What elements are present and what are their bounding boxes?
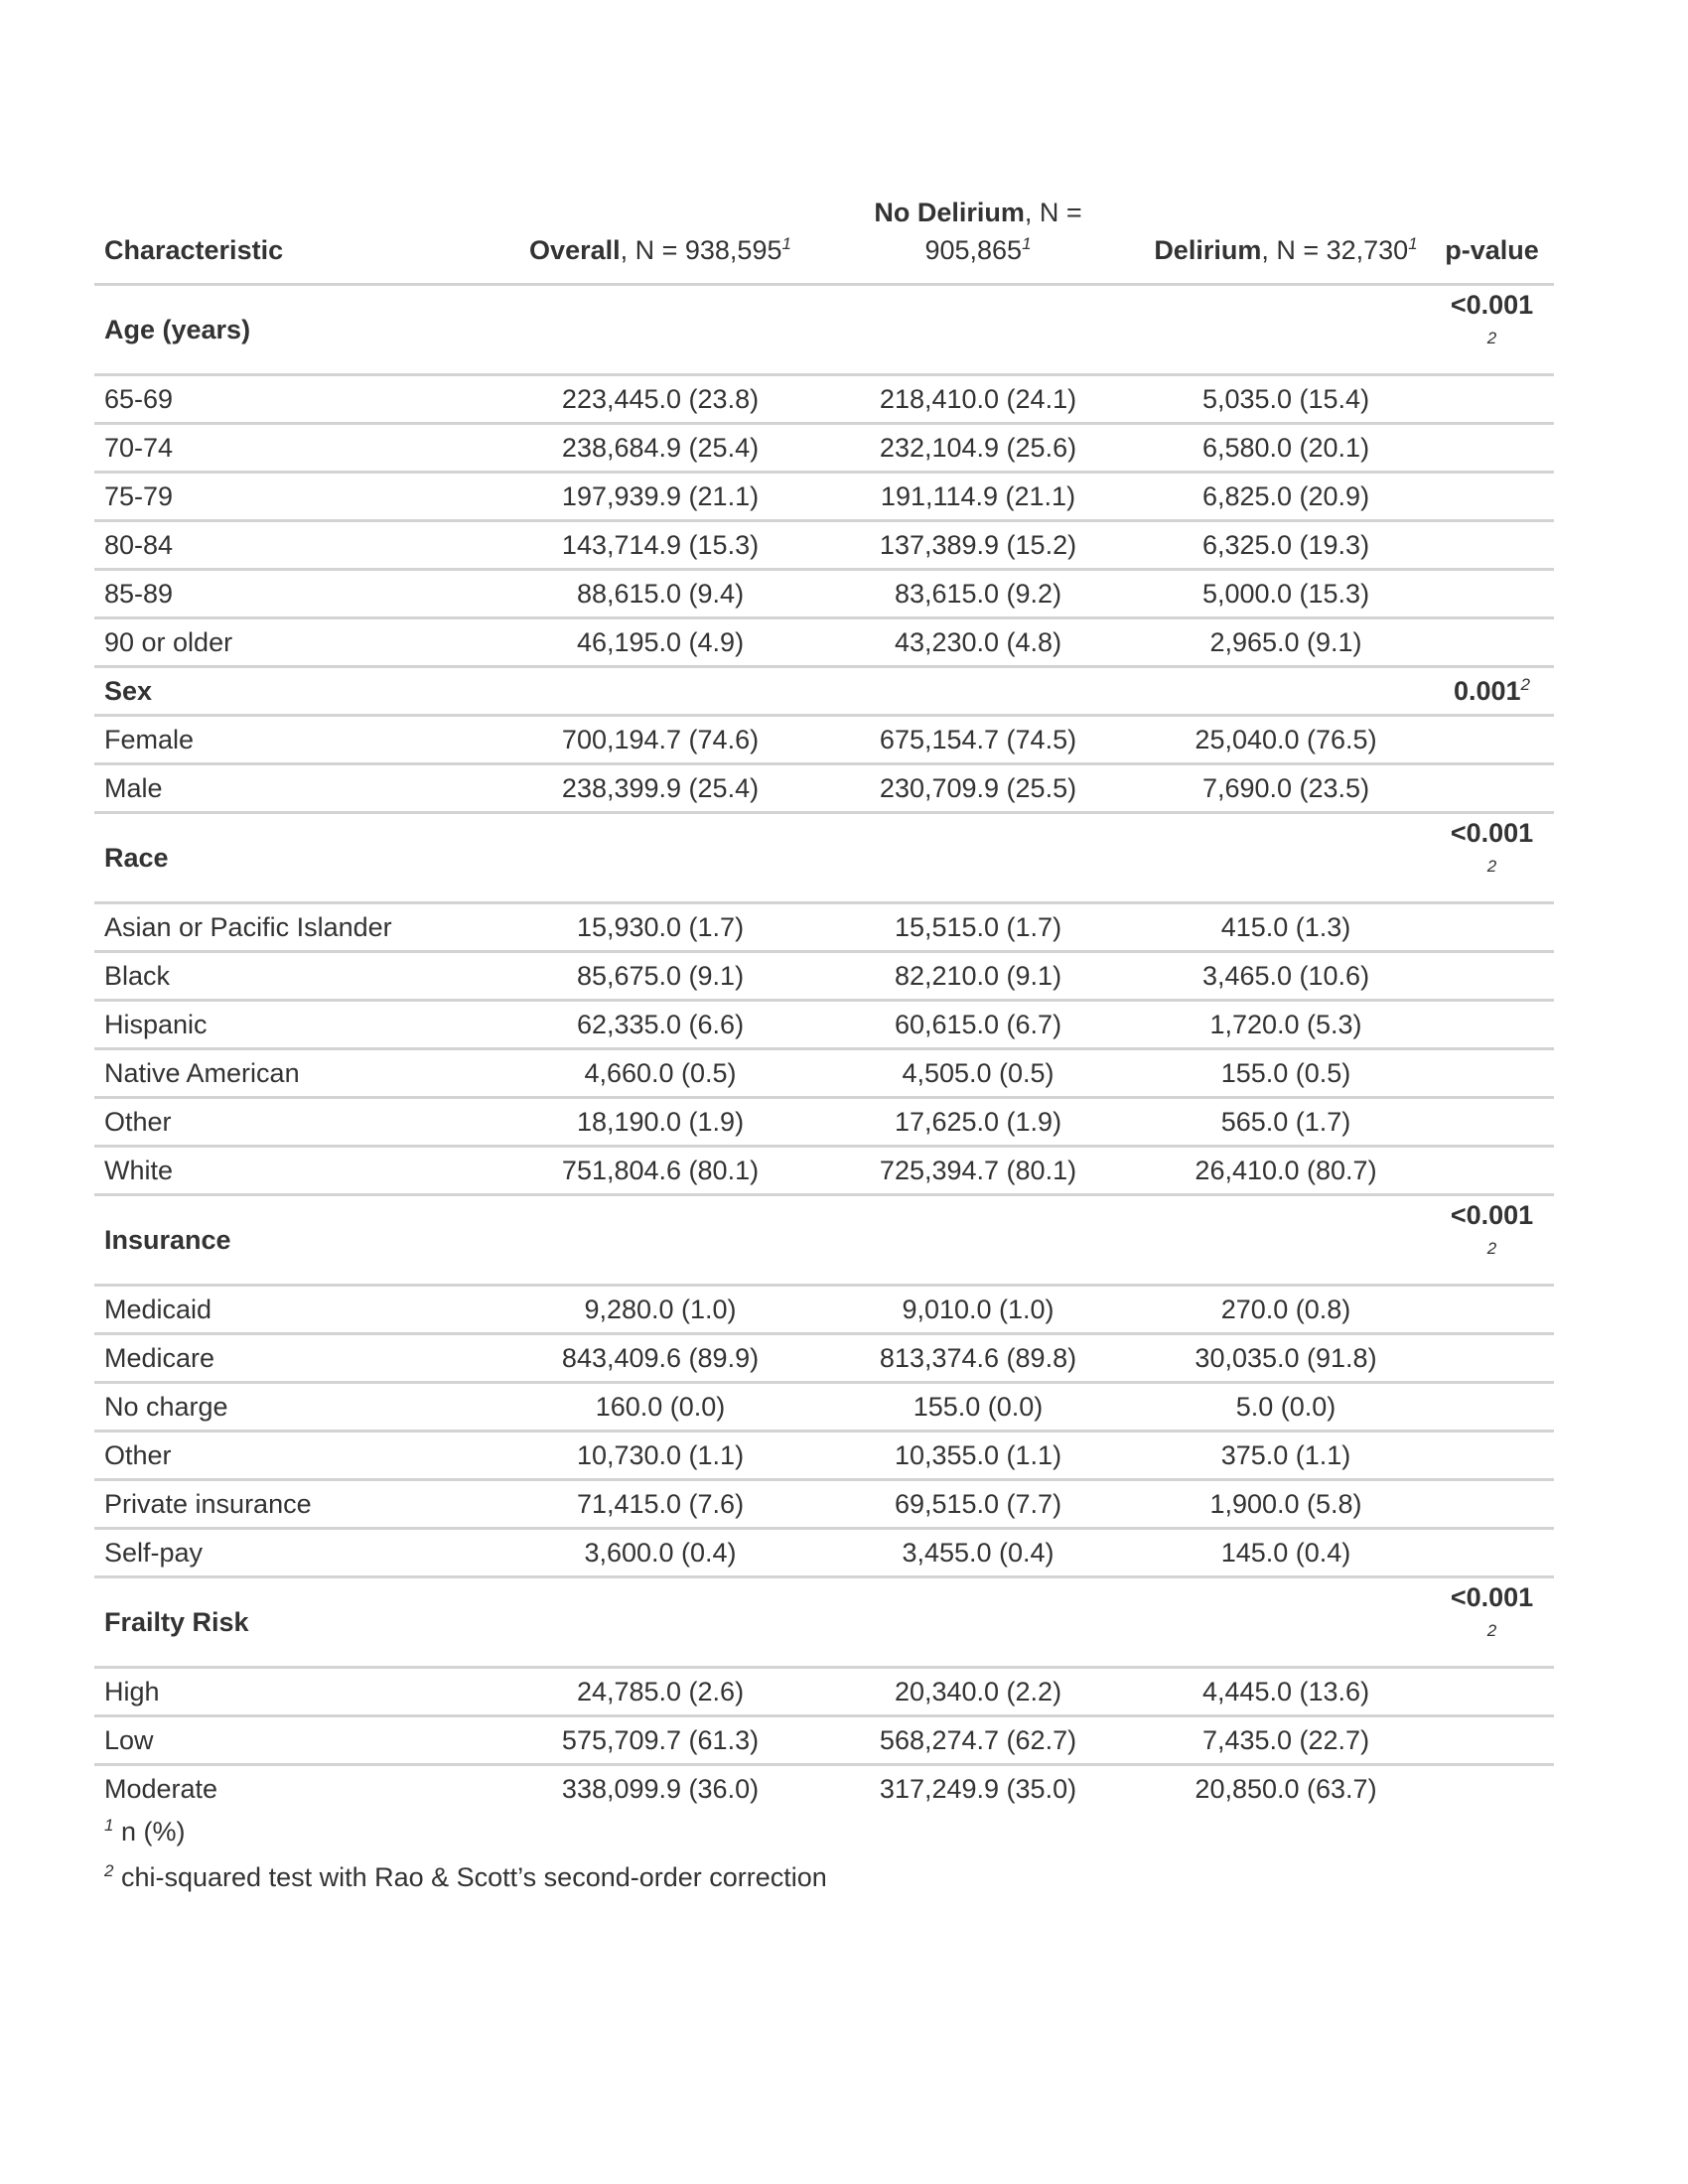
delirium-value: 7,435.0 (22.7) xyxy=(1142,1716,1430,1765)
p-value-cell xyxy=(1430,1577,1554,1668)
table-body xyxy=(94,285,1554,1813)
no-delirium-value: 82,210.0 (9.1) xyxy=(814,952,1142,1001)
empty-cell xyxy=(1430,1147,1554,1195)
delirium-value: 145.0 (0.4) xyxy=(1142,1529,1430,1577)
empty-cell xyxy=(1430,375,1554,424)
no-delirium-value: 69,515.0 (7.7) xyxy=(814,1480,1142,1529)
row-label: 70-74 xyxy=(94,424,506,473)
table-row xyxy=(94,1049,1554,1098)
row-label: Low xyxy=(94,1716,506,1765)
delirium-value: 270.0 (0.8) xyxy=(1142,1286,1430,1334)
empty-cell xyxy=(814,285,1142,375)
table-row xyxy=(94,1001,1554,1049)
empty-cell xyxy=(506,813,814,903)
delirium-value: 4,445.0 (13.6) xyxy=(1142,1668,1430,1716)
table-row xyxy=(94,903,1554,952)
row-label: Female xyxy=(94,716,506,764)
delirium-value: 20,850.0 (63.7) xyxy=(1195,1774,1377,1804)
overall-value: 62,335.0 (6.6) xyxy=(506,1001,814,1049)
empty-cell xyxy=(1430,1716,1554,1765)
table-row xyxy=(94,952,1554,1001)
table-row xyxy=(94,1480,1554,1529)
empty-cell xyxy=(814,813,1142,903)
table-row xyxy=(94,1716,1554,1765)
no-delirium-value: 137,389.9 (15.2) xyxy=(814,521,1142,570)
table-header-row xyxy=(94,194,1554,285)
footnote-mark: 2 xyxy=(104,1861,114,1880)
table-row xyxy=(94,764,1554,813)
group-label: Frailty Risk xyxy=(94,1577,506,1668)
p-value: <0.001 xyxy=(1450,290,1534,320)
delirium-value: 1,900.0 (5.8) xyxy=(1142,1480,1430,1529)
group-row xyxy=(94,1195,1554,1286)
empty-cell xyxy=(1430,1098,1554,1147)
delirium-value: 5,035.0 (15.4) xyxy=(1142,375,1430,424)
empty-cell xyxy=(506,1195,814,1286)
no-delirium-value: 191,114.9 (21.1) xyxy=(814,473,1142,521)
row-label: 85-89 xyxy=(94,570,506,618)
empty-cell xyxy=(1430,1529,1554,1577)
empty-cell xyxy=(814,667,1142,716)
p-value-cell xyxy=(1430,667,1554,716)
no-delirium-value: 43,230.0 (4.8) xyxy=(814,618,1142,667)
overall-value: 751,804.6 (80.1) xyxy=(506,1147,814,1195)
overall-value: 18,190.0 (1.9) xyxy=(506,1098,814,1147)
p-value-cell xyxy=(1430,813,1554,903)
row-label: Male xyxy=(94,764,506,813)
no-delirium-value: 20,340.0 (2.2) xyxy=(814,1668,1142,1716)
row-label: High xyxy=(94,1668,506,1716)
no-delirium-value: 9,010.0 (1.0) xyxy=(814,1286,1142,1334)
footnote-text: n (%) xyxy=(120,1817,186,1846)
overall-value: 223,445.0 (23.8) xyxy=(506,375,814,424)
delirium-value: 3,465.0 (10.6) xyxy=(1142,952,1430,1001)
table-row xyxy=(94,716,1554,764)
delirium-value: 5.0 (0.0) xyxy=(1142,1383,1430,1432)
p-value-footnote-mark: 2 xyxy=(1486,329,1497,347)
header-delirium: Delirium, $N = 32,730^1$ xyxy=(1142,194,1430,285)
row-label: 90 or older xyxy=(94,618,506,667)
delirium-value: 375.0 (1.1) xyxy=(1142,1432,1430,1480)
delirium-value: 2,965.0 (9.1) xyxy=(1142,618,1430,667)
empty-cell xyxy=(1142,1195,1430,1286)
table-row xyxy=(94,521,1554,570)
empty-cell xyxy=(1430,1334,1554,1383)
overall-value: 46,195.0 (4.9) xyxy=(506,618,814,667)
footnote-text: chi-squared test with Rao & Scott’s second-order correction xyxy=(120,1862,827,1892)
row-label: Moderate xyxy=(104,1774,218,1804)
no-delirium-value: 813,374.6 (89.8) xyxy=(814,1334,1142,1383)
footnote xyxy=(104,1854,827,1900)
header-overall: Overall, $N = 938,595^1$ xyxy=(506,194,814,285)
delirium-value: 6,325.0 (19.3) xyxy=(1142,521,1430,570)
p-value: <0.001 xyxy=(1450,818,1534,848)
p-value-footnote-mark: 2 xyxy=(1520,675,1531,694)
group-label: Race xyxy=(94,813,506,903)
p-value-footnote-mark: 2 xyxy=(1486,857,1497,876)
group-label: Insurance xyxy=(94,1195,506,1286)
group-row xyxy=(94,667,1554,716)
empty-cell xyxy=(814,1577,1142,1668)
delirium-value: 6,580.0 (20.1) xyxy=(1142,424,1430,473)
empty-cell xyxy=(1430,903,1554,952)
table-row xyxy=(94,1383,1554,1432)
p-value: <0.001 xyxy=(1450,1582,1534,1612)
overall-value: 15,930.0 (1.7) xyxy=(506,903,814,952)
empty-cell xyxy=(1430,1432,1554,1480)
overall-value: 160.0 (0.0) xyxy=(506,1383,814,1432)
table-row xyxy=(94,570,1554,618)
no-delirium-value: 675,154.7 (74.5) xyxy=(814,716,1142,764)
no-delirium-value: 317,249.9 (35.0) xyxy=(879,1774,1077,1804)
overall-value: 24,785.0 (2.6) xyxy=(506,1668,814,1716)
overall-value: 10,730.0 (1.1) xyxy=(506,1432,814,1480)
table-row xyxy=(94,424,1554,473)
overall-value: 843,409.6 (89.9) xyxy=(506,1334,814,1383)
header-no-delirium: No Delirium, $N = 905,865^1$ xyxy=(814,194,1142,285)
footnote-mark: 1 xyxy=(104,1816,114,1835)
no-delirium-value: 83,615.0 (9.2) xyxy=(814,570,1142,618)
p-value: <0.001 xyxy=(1450,1200,1534,1230)
empty-cell xyxy=(1430,764,1554,813)
row-label: Hispanic xyxy=(94,1001,506,1049)
empty-cell xyxy=(1430,1049,1554,1098)
p-value-footnote-mark: 2 xyxy=(1486,1239,1497,1258)
no-delirium-value: 155.0 (0.0) xyxy=(814,1383,1142,1432)
no-delirium-value: 568,274.7 (62.7) xyxy=(814,1716,1142,1765)
no-delirium-value: 218,410.0 (24.1) xyxy=(814,375,1142,424)
row-label: Medicare xyxy=(94,1334,506,1383)
header-p-value: p-value xyxy=(1430,194,1554,285)
overall-value: 238,684.9 (25.4) xyxy=(506,424,814,473)
empty-cell xyxy=(1430,424,1554,473)
no-delirium-value: 10,355.0 (1.1) xyxy=(814,1432,1142,1480)
row-label: Medicaid xyxy=(94,1286,506,1334)
table-row xyxy=(94,1668,1554,1716)
p-value: 0.001 xyxy=(1453,676,1521,706)
empty-cell xyxy=(1430,1480,1554,1529)
no-delirium-value: 17,625.0 (1.9) xyxy=(814,1098,1142,1147)
delirium-value: 565.0 (1.7) xyxy=(1142,1098,1430,1147)
table-row xyxy=(94,1334,1554,1383)
row-label: 65-69 xyxy=(94,375,506,424)
delirium-value: 415.0 (1.3) xyxy=(1142,903,1430,952)
no-delirium-value: 15,515.0 (1.7) xyxy=(814,903,1142,952)
group-row xyxy=(94,285,1554,375)
row-label: Black xyxy=(94,952,506,1001)
group-row xyxy=(94,813,1554,903)
delirium-value: 7,690.0 (23.5) xyxy=(1142,764,1430,813)
overall-value: 238,399.9 (25.4) xyxy=(506,764,814,813)
row-label: Private insurance xyxy=(94,1480,506,1529)
overall-value: 197,939.9 (21.1) xyxy=(506,473,814,521)
no-delirium-value: 725,394.7 (80.1) xyxy=(814,1147,1142,1195)
row-label: Native American xyxy=(94,1049,506,1098)
overall-value: 9,280.0 (1.0) xyxy=(506,1286,814,1334)
group-label: Sex xyxy=(94,667,506,716)
no-delirium-value: 230,709.9 (25.5) xyxy=(814,764,1142,813)
delirium-value: 26,410.0 (80.7) xyxy=(1142,1147,1430,1195)
delirium-value: 6,825.0 (20.9) xyxy=(1142,473,1430,521)
delirium-value: 5,000.0 (15.3) xyxy=(1142,570,1430,618)
no-delirium-value: 232,104.9 (25.6) xyxy=(814,424,1142,473)
empty-cell xyxy=(1430,1001,1554,1049)
delirium-value: 30,035.0 (91.8) xyxy=(1142,1334,1430,1383)
empty-cell xyxy=(1430,618,1554,667)
empty-cell xyxy=(1142,667,1430,716)
overall-value: 88,615.0 (9.4) xyxy=(506,570,814,618)
table-row xyxy=(94,618,1554,667)
row-label: Other xyxy=(94,1098,506,1147)
table-row xyxy=(94,1765,1554,1813)
empty-cell xyxy=(1142,1577,1430,1668)
table-row xyxy=(94,1286,1554,1334)
no-delirium-value: 60,615.0 (6.7) xyxy=(814,1001,1142,1049)
header-characteristic: Characteristic xyxy=(94,194,506,285)
overall-value: 4,660.0 (0.5) xyxy=(506,1049,814,1098)
empty-cell xyxy=(1430,521,1554,570)
empty-cell xyxy=(1430,952,1554,1001)
overall-value: 338,099.9 (36.0) xyxy=(561,1774,760,1804)
row-label: 80-84 xyxy=(94,521,506,570)
empty-cell xyxy=(1430,1286,1554,1334)
table-row xyxy=(94,473,1554,521)
empty-cell xyxy=(1430,716,1554,764)
p-value-cell xyxy=(1430,285,1554,375)
overall-value: 85,675.0 (9.1) xyxy=(506,952,814,1001)
p-value-cell xyxy=(1430,1195,1554,1286)
empty-cell xyxy=(1142,285,1430,375)
delirium-value: 155.0 (0.5) xyxy=(1142,1049,1430,1098)
row-label: Self-pay xyxy=(94,1529,506,1577)
row-label: Asian or Pacific Islander xyxy=(94,903,506,952)
group-row xyxy=(94,1577,1554,1668)
table-row xyxy=(94,1529,1554,1577)
empty-cell xyxy=(506,667,814,716)
overall-value: 575,709.7 (61.3) xyxy=(506,1716,814,1765)
empty-cell xyxy=(1430,1765,1554,1813)
empty-cell xyxy=(506,285,814,375)
delirium-value: 25,040.0 (76.5) xyxy=(1142,716,1430,764)
table-row xyxy=(94,1098,1554,1147)
empty-cell xyxy=(814,1195,1142,1286)
row-label: Other xyxy=(94,1432,506,1480)
overall-value: 3,600.0 (0.4) xyxy=(506,1529,814,1577)
footnotes xyxy=(104,1809,827,1900)
table-row xyxy=(94,375,1554,424)
empty-cell xyxy=(1430,1668,1554,1716)
table-row xyxy=(94,1147,1554,1195)
row-label: 75-79 xyxy=(94,473,506,521)
p-value-footnote-mark: 2 xyxy=(1486,1621,1497,1640)
empty-cell xyxy=(506,1577,814,1668)
overall-value: 143,714.9 (15.3) xyxy=(506,521,814,570)
empty-cell xyxy=(1430,570,1554,618)
no-delirium-value: 4,505.0 (0.5) xyxy=(814,1049,1142,1098)
empty-cell xyxy=(1430,473,1554,521)
row-label: No charge xyxy=(94,1383,506,1432)
summary-table xyxy=(94,194,1554,1812)
overall-value: 71,415.0 (7.6) xyxy=(506,1480,814,1529)
delirium-value: 1,720.0 (5.3) xyxy=(1142,1001,1430,1049)
row-label: White xyxy=(94,1147,506,1195)
no-delirium-value: 3,455.0 (0.4) xyxy=(814,1529,1142,1577)
empty-cell xyxy=(1142,813,1430,903)
footnote xyxy=(104,1809,827,1854)
group-label: Age (years) xyxy=(94,285,506,375)
table-row xyxy=(94,1432,1554,1480)
empty-cell xyxy=(1430,1383,1554,1432)
overall-value: 700,194.7 (74.6) xyxy=(506,716,814,764)
